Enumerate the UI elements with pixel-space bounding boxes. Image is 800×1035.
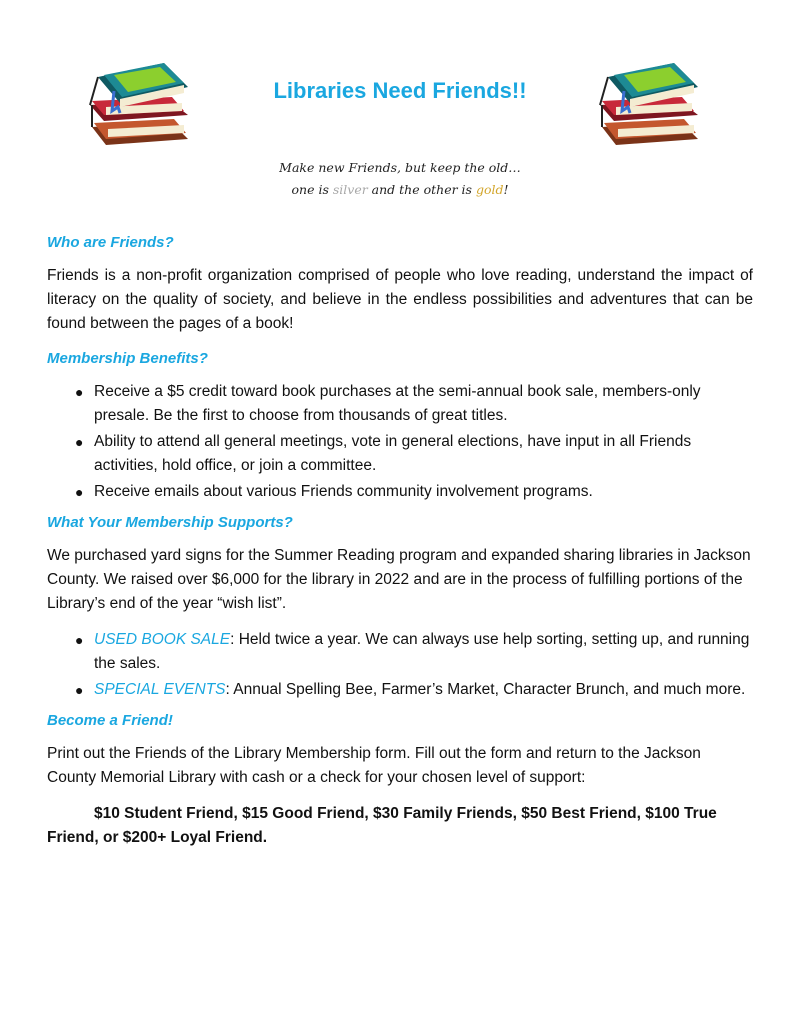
list-item-text: : Held twice a year. We can always use help sorting, setting up, and running the sales.	[94, 631, 750, 672]
friendship-quote	[200, 157, 600, 201]
quote-text: one is	[291, 182, 333, 197]
list-item-text: : Annual Spelling Bee, Farmer’s Market, Character Brunch, and much more.	[225, 681, 746, 698]
list-item	[75, 678, 753, 702]
page-title: Libraries Need Friends!!	[273, 78, 527, 103]
bullet-icon: ●	[75, 682, 84, 698]
list-item	[75, 380, 753, 428]
section-heading-benefits: Membership Benefits?	[47, 350, 208, 367]
quote-line-2	[200, 179, 600, 201]
bullet-icon: ●	[75, 484, 84, 500]
list-item-text: Receive emails about various Friends community involvement programs.	[94, 483, 593, 500]
section-heading-who: Who are Friends?	[47, 234, 174, 251]
section-heading-become: Become a Friend!	[47, 712, 173, 729]
section-body-become: Print out the Friends of the Library Membership form. Fill out the form and return to the Jackson County Memorial Library with cash or a check for your chosen level of support:	[47, 745, 701, 786]
section-body-supports: We purchased yard signs for the Summer Reading program and expanded sharing libraries in Jackson County. We raised over $6,000 for the library in 2022 and are in the process of fulfilling portions of the Library’s end of the year “wish list”.	[47, 547, 751, 612]
section-body-who: Friends is a non-profit organization comprised of people who love reading, understand the impact of literacy on the quality of society, and believe in the endless possibilities and adventures that can be found between the pages of a book!	[47, 267, 753, 332]
book-stack-icon	[84, 55, 194, 150]
book-stack-icon	[594, 55, 704, 150]
quote-text: !	[503, 182, 509, 197]
quote-text: and the other is	[367, 182, 476, 197]
list-item-text: Ability to attend all general meetings, vote in general elections, have input in all Friends activities, hold office, or join a committee.	[94, 433, 692, 474]
list-item-label: SPECIAL EVENTS	[94, 681, 226, 698]
bullet-icon: ●	[75, 434, 84, 450]
list-item	[75, 628, 753, 676]
main-content	[47, 232, 753, 850]
bullet-icon: ●	[75, 384, 84, 400]
quote-silver-word: silver	[332, 182, 368, 197]
list-item	[75, 480, 753, 504]
bullet-icon: ●	[75, 632, 84, 648]
list-item	[75, 430, 753, 478]
quote-gold-word: gold	[475, 182, 504, 197]
quote-line-1: Make new Friends, but keep the old…	[279, 160, 521, 175]
benefits-list	[47, 380, 753, 504]
list-item-label: USED BOOK SALE	[94, 631, 231, 648]
section-heading-supports: What Your Membership Supports?	[47, 514, 293, 531]
membership-levels: $10 Student Friend, $15 Good Friend, $30 Family Friends, $50 Best Friend, $100 True Friend, or $200+ Loyal Friend.	[47, 805, 717, 846]
list-item-text: Receive a $5 credit toward book purchases at the semi-annual book sale, members-only presale. Be the first to choose from thousands of great titles.	[94, 383, 701, 424]
supports-list	[47, 628, 753, 702]
